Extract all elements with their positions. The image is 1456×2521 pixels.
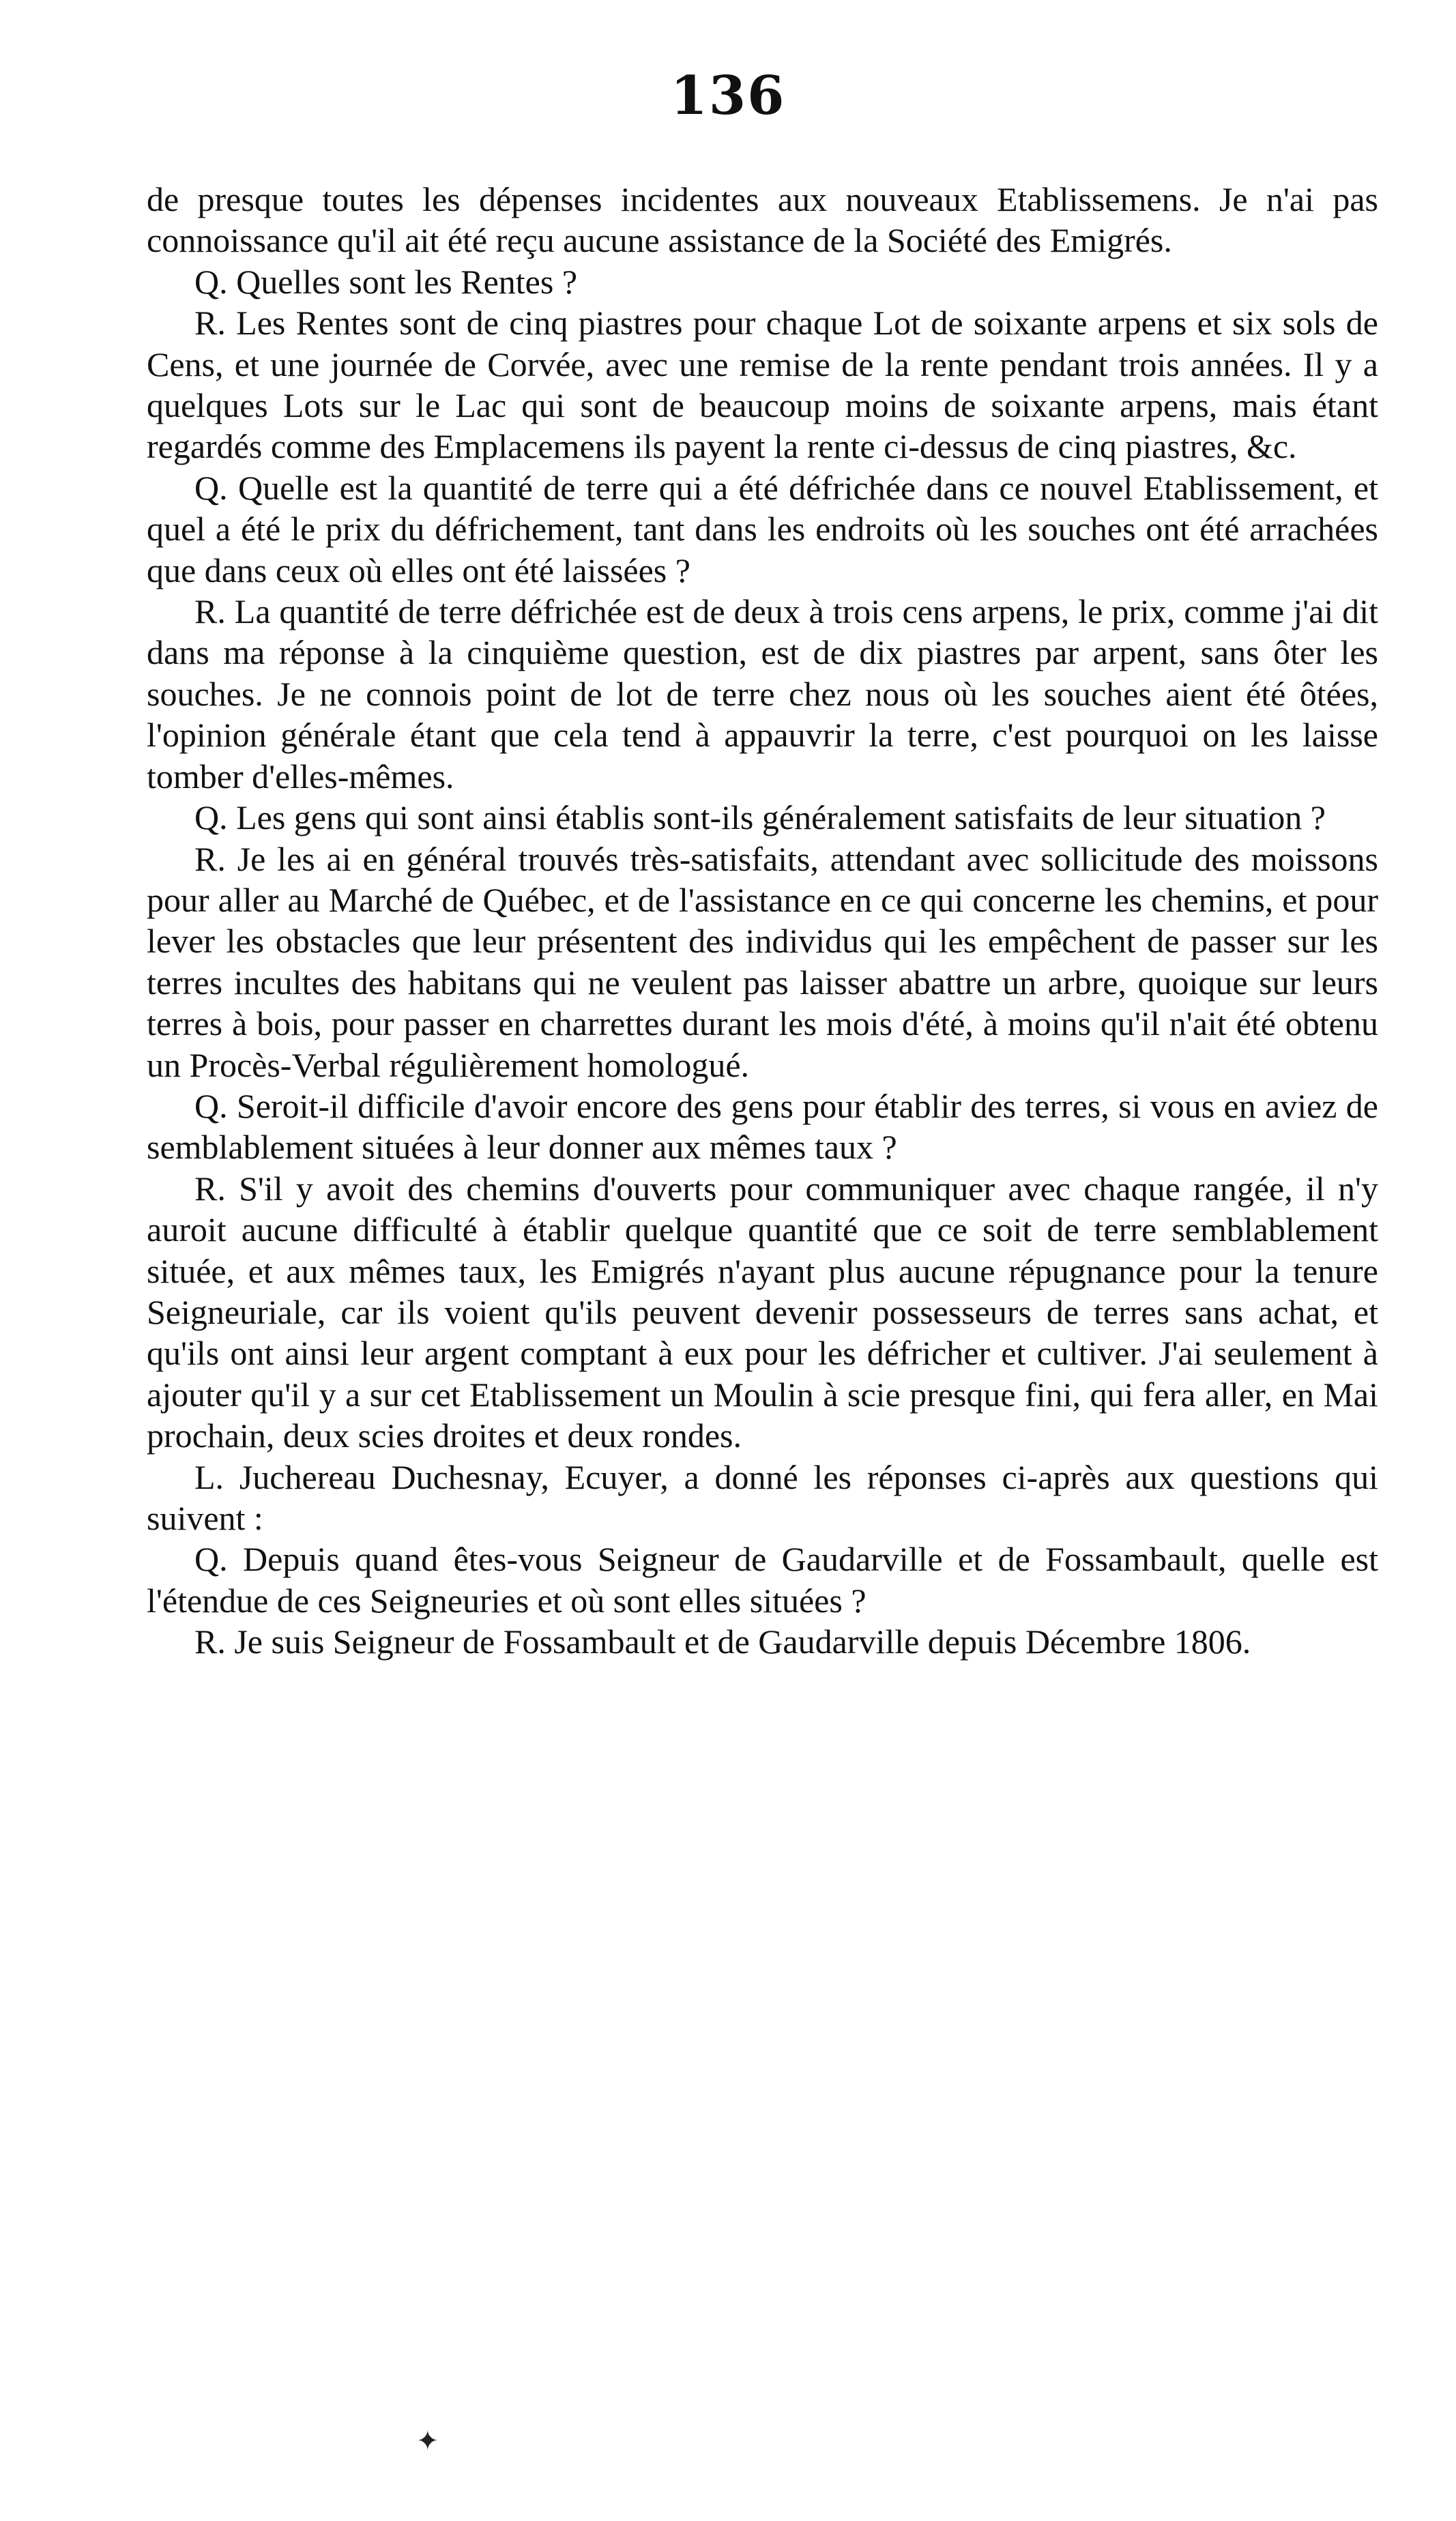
answer-seigneuries: R. Je suis Seigneur de Fossambault et de Gaudarville depuis Décembre 1806. — [194, 1622, 1251, 1661]
answer-nouvelles-terres: R. S'il y avoit des chemins d'ouverts pour communiquer avec chaque rangée, il n'y auroit aucune difficulté à établir quelque quantité que ce soit de terre semblablement située, et aux mêmes taux, les Emigrés n'ayant plus aucune répugnance pour la tenure Seigneuriale, car ils voient qu'ils peuvent devenir possesseurs de terres sans achat, et qu'ils ont ainsi leur argent comptant à eux pour les défricher et cultiver. J'ai seulement à ajouter qu'il y a sur cet Etablissement un Moulin à scie presque fini, qui fera aller, en Mai prochain, deux scies droites et deux rondes. — [147, 1169, 1378, 1455]
answer-satisfaction: R. Je les ai en général trouvés très-satisfaits, attendant avec sollicitude des moissons pour aller au Marché de Québec, et de l'assistance en ce qui concerne les chemins, et pour lever les obstacles que leur présentent des individus qui les empêchent de passer sur les terres incultes des habitans qui ne veulent pas laisser abattre un arbre, quoique sur leurs terres à bois, pour passer en charrettes durant les mois d'été, à moins qu'il n'ait été obtenu un Procès-Verbal régulièrement homologué. — [147, 839, 1378, 1084]
question-defrichement: Q. Quelle est la quantité de terre qui a été défrichée dans ce nouvel Etablissement, et quel a été le prix du défrichement, tant dans les endroits où les souches ont été arrachées que dans ceux où elles ont été laissées ? — [147, 468, 1378, 589]
question-nouvelles-terres: Q. Seroit-il difficile d'avoir encore des gens pour établir des terres, si vous en aviez de semblablement situées à leur donner aux mêmes taux ? — [147, 1086, 1378, 1167]
page-number: 136 — [670, 65, 786, 127]
ink-mark-icon: ✦ — [416, 2425, 439, 2457]
question-rentes: Q. Quelles sont les Rentes ? — [194, 262, 578, 301]
witness-introduction: L. Juchereau Duchesnay, Ecuyer, a donné les réponses ci-après aux questions qui suivent : — [147, 1457, 1378, 1537]
answer-defrichement: R. La quantité de terre défrichée est de deux à trois cens arpens, le prix, comme j'ai dit dans ma réponse à la cinquième question, est de dix piastres par arpent, sans ôter les souches. Je ne connois point de lot de terre chez nous où les souches aient été ôtées, l'opinion générale étant que cela tend à appauvrir la terre, c'est pourquoi on les laisse tomber d'elles-mêmes. — [147, 592, 1378, 796]
body-text — [147, 179, 1378, 1663]
answer-rentes: R. Les Rentes sont de cinq piastres pour chaque Lot de soixante arpens et six sols de Cens, et une journée de Corvée, avec une remise de la rente pendant trois années. Il y a quelques Lots sur le Lac qui sont de beaucoup moins de soixante arpens, mais étant regardés comme des Emplacemens ils payent la rente ci-dessus de cinq piastres, &c. — [147, 304, 1378, 466]
paragraph-continuation: de presque toutes les dépenses incidentes aux nouveaux Etablissemens. Je n'ai pas connoissance qu'il ait été reçu aucune assistance de la Société des Emigrés. — [147, 180, 1378, 260]
question-satisfaction: Q. Les gens qui sont ainsi établis sont-ils généralement satisfaits de leur situation ? — [194, 798, 1326, 837]
question-seigneuries: Q. Depuis quand êtes-vous Seigneur de Gaudarville et de Fossambault, quelle est l'étendue de ces Seigneuries et où sont elles situées ? — [147, 1540, 1378, 1620]
